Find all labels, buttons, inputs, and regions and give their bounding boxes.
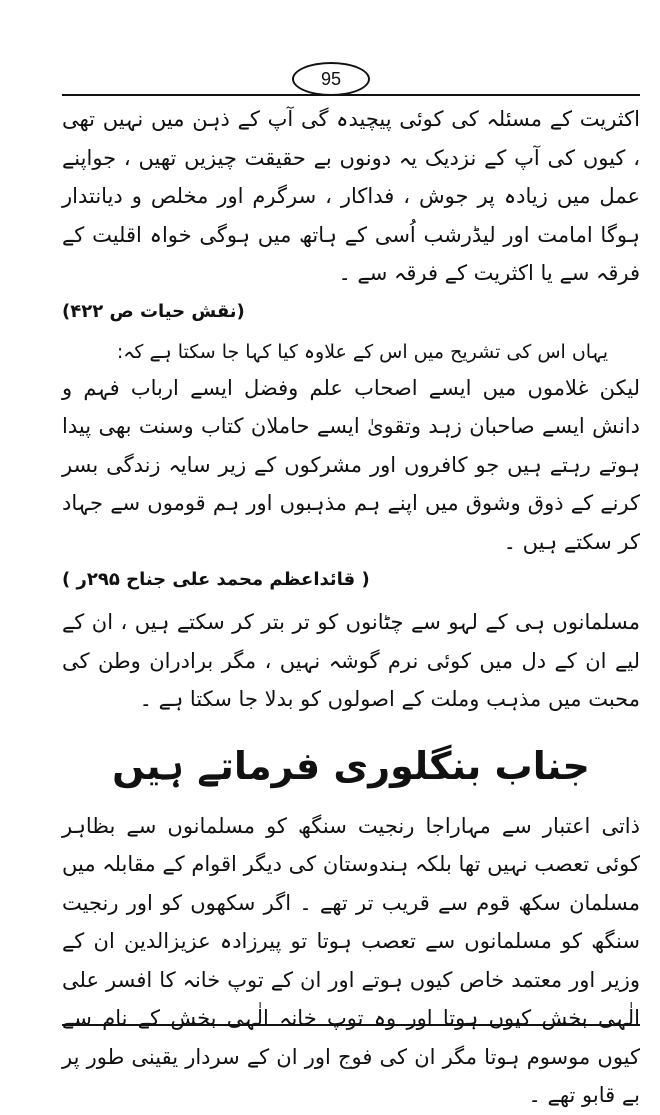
source-reference: ( قائداعظم محمد علی جناح ۲۹۵ر ) xyxy=(62,569,370,590)
section-heading: جناب بنگلوری فرماتے ہیں xyxy=(112,743,590,788)
quote-paragraph: لیکن غلاموں میں ایسے اصحاب علم وفضل ایسے ارباب فہم و دانش ایسے صاحبان زہد وتقویٰ ایسے حاملان کتاب وسنت بھی پیدا ہوتے رہتے ہیں جو کافروں اور مشرکوں کے زیر سایہ زندگی بسر کرنے کے ذوق وشوق میں اپنے ہم مذہبوں اور ہم قوموں سے جہاد کر سکتے ہیں ۔ xyxy=(62,375,640,554)
header-rule xyxy=(62,94,640,96)
body-paragraph: مسلمانوں ہی کے لہو سے چٹانوں کو تر بتر کر سکتے ہیں ، ان کے لیے ان کے دل میں کوئی نرم گوشہ نہیں ، مگر برادران وطن کی محبت میں مذہب وملت کے اصولوں کو بدلا جا سکتا ہے ۔ xyxy=(62,610,640,711)
quote-paragraph: اکثریت کے مسئلہ کی کوئی پیچیدہ گی آپ کے ذہن میں نہیں تھی ، کیوں کی آپ کے نزدیک یہ دونوں بے حقیقت چیزیں تھیں ، جواپنے عمل میں زیادہ پر جوش ، فداکار ، سرگرم اور مخلص و دیانتدار ہوگا امامت اور لیڈرشب اُسی کے ہاتھ میں ہوگی خواہ اقلیت کے فرقہ سے یا اکثریت کے فرقہ سے ۔ xyxy=(62,107,640,285)
intro-line: یہاں اس کی تشریح میں اس کے علاوہ کیا کہا جا سکتا ہے کہ: xyxy=(116,340,608,363)
footer-rule xyxy=(62,1024,640,1026)
page-number: 95 xyxy=(292,62,370,96)
body-paragraph: ذاتی اعتبار سے مہاراجا رنجیت سنگھ کو مسلمانوں سے بظاہر کوئی تعصب نہیں تھا بلکہ ہندوستان کی دیگر اقوام کے مقابلہ میں مسلمان سکھ قوم سے قریب تر تھے ۔ اگر سکھوں کو اور رنجیت سنگھ کو مسلمانوں سے تعصب ہوتا تو پیرزادہ عزیزالدین ان کے وزیر اور معتمد خاص کیوں ہوتے اور ان کے توپ خانہ کا افسر علی الٰہی بخش کیوں ہوتا اور وہ توپ خانہ الٰہی بخش کے نام سے کیوں موسوم ہوتا مگر ان کی فوج اور ان کے سردار یقینی طور پر بے قابو تھے ۔ xyxy=(62,813,640,1107)
page-body xyxy=(62,100,640,1115)
source-reference: (نقش حیات ص ۴۲۲) xyxy=(62,300,245,322)
